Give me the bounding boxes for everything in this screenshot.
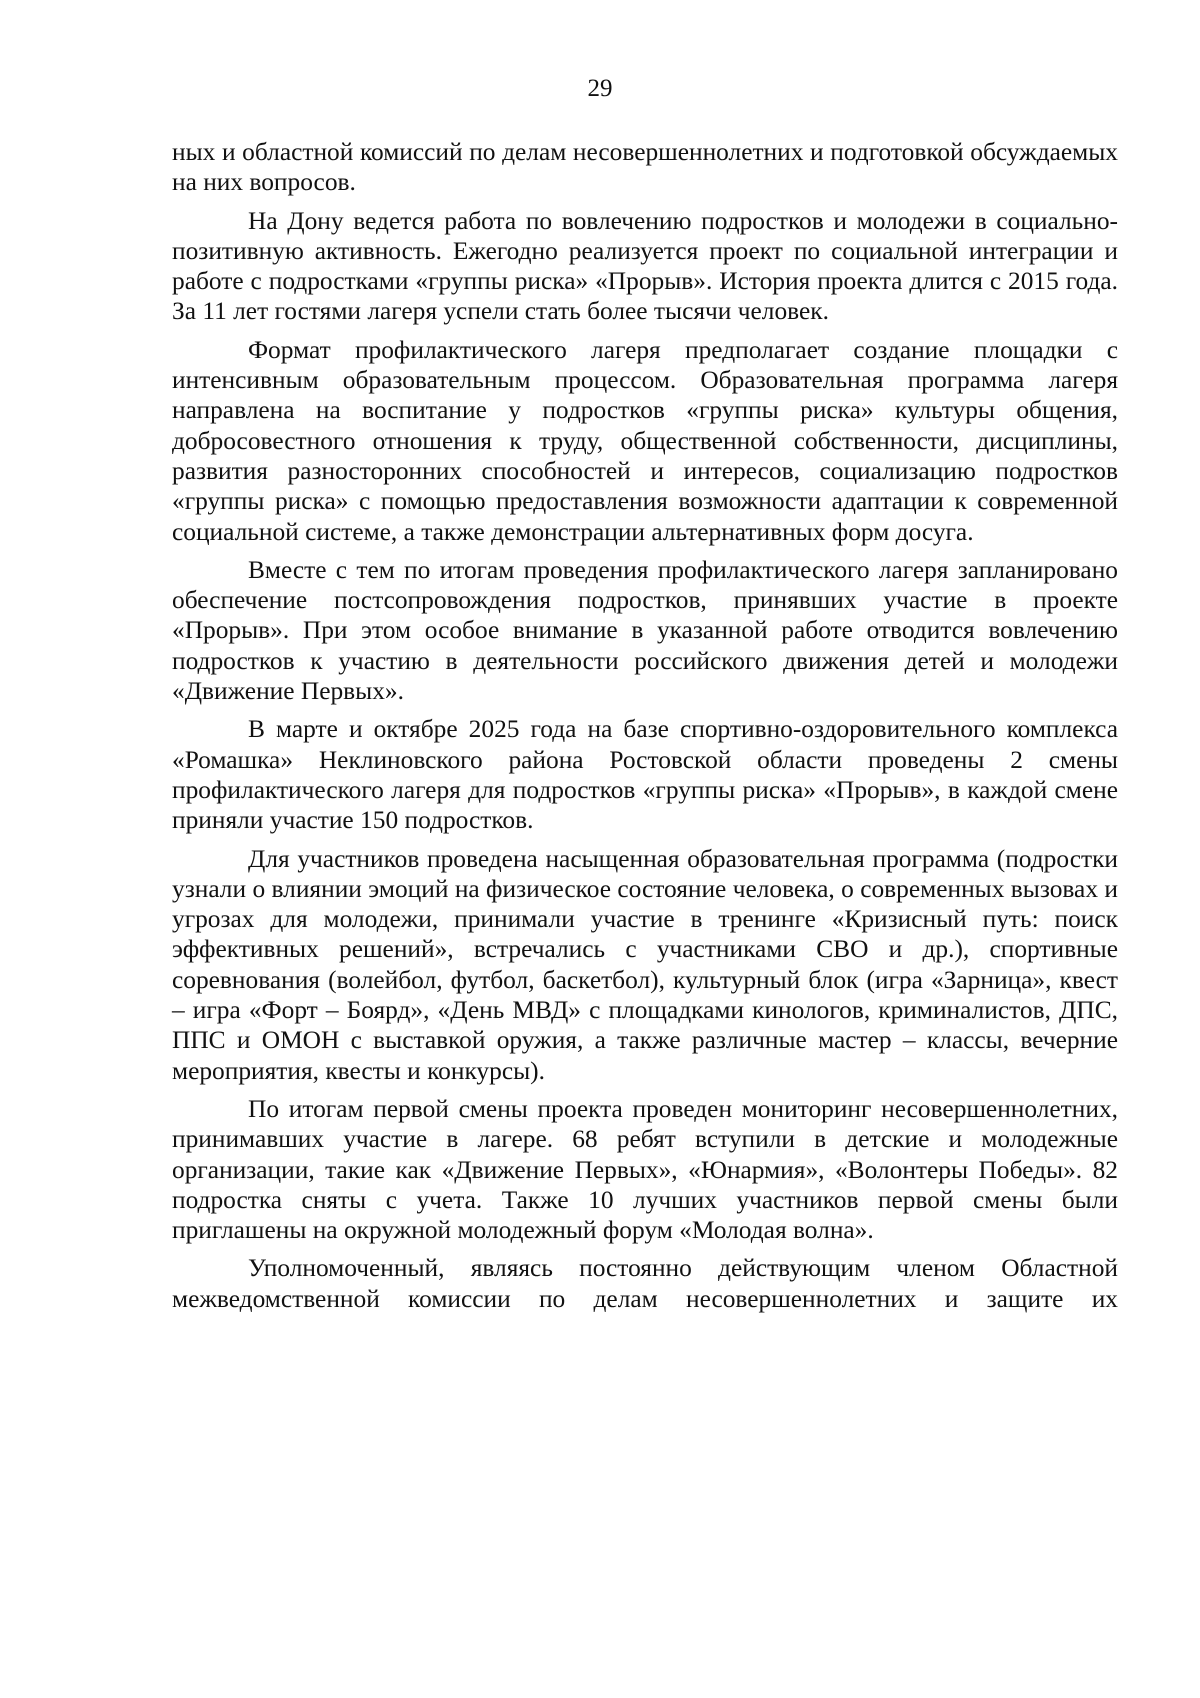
page-number: 29 xyxy=(587,75,613,102)
paragraph-monitoring: По итогам первой смены проекта проведен мониторинг несовершеннолетних, принимавших участие в лагере. 68 ребят вступили в детские и молодежные организации, такие как «Движение Первых», «Юнармия», «Волонтеры Победы». 82 подростка сняты с учета. Также 10 лучших участников первой смены были приглашены на окружной молодежный форум «Молодая волна». xyxy=(172,1094,1118,1245)
document-body xyxy=(172,137,1118,1322)
paragraph-camp-shifts: В марте и октябре 2025 года на базе спортивно-оздоровительного комплекса «Ромашка» Неклиновского района Ростовской области проведены 2 смены профилактического лагеря для подростков «группы риска» «Прорыв», в каждой смене приняли участие 150 подростков. xyxy=(172,715,1118,835)
paragraph-camp-format: Формат профилактического лагеря предполагает создание площадки с интенсивным образовательным процессом. Образовательная программа лагеря направлена на воспитание у подростков «группы риска» культуры общения, добросовестного отношения к труду, общественной собственности, дисциплины, развития разносторонних способностей и интересов, социализацию подростков «группы риска» с помощью предоставления возможности адаптации к современной социальной системе, а также демонстрации альтернативных форм досуга. xyxy=(172,335,1118,546)
paragraph-project-proryv: На Дону ведется работа по вовлечению подростков и молодежи в социально-позитивную активность. Ежегодно реализуется проект по социальной интеграции и работе с подростками «группы риска» «Прорыв». История проекта длится с 2015 года. За 11 лет гостями лагеря успели стать более тысячи человек. xyxy=(172,206,1118,326)
paragraph-program: Для участников проведена насыщенная образовательная программа (подростки узнали о влиянии эмоций на физическое состояние человека, о современных вызовах и угрозах для молодежи, принимали участие в тренинге «Кризисный путь: поиск эффективных решений», встречались с участниками СВО и др.), спортивные соревнования (волейбол, футбол, баскетбол), культурный блок (игра «Зарница», квест – игра «Форт – Боярд», «День МВД» с площадками кинологов, криминалистов, ДПС, ППС и ОМОН с выставкой оружия, а также различные мастер – классы, вечерние мероприятия, квесты и конкурсы). xyxy=(172,844,1118,1085)
paragraph-ombudsman: Уполномоченный, являясь постоянно действующим членом Областной межведомственной комиссии по делам несовершеннолетних и защите их xyxy=(172,1254,1118,1313)
paragraph-post-support: Вместе с тем по итогам проведения профилактического лагеря запланировано обеспечение постсопровождения подростков, принявших участие в проекте «Прорыв». При этом особое внимание в указанной работе отводится вовлечению подростков к участию в деятельности российского движения детей и молодежи «Движение Первых». xyxy=(172,555,1118,706)
paragraph-continuation: ных и областной комиссий по делам несовершеннолетних и подготовкой обсуждаемых на них вопросов. xyxy=(172,138,1118,197)
